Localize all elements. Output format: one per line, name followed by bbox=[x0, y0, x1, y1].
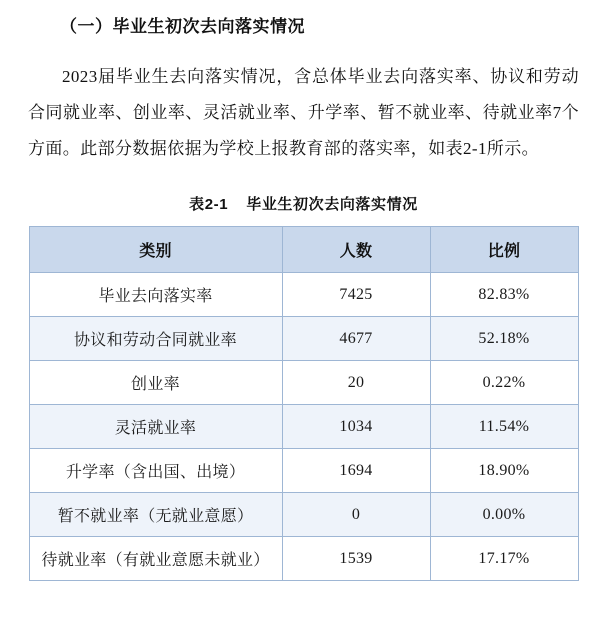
table-row bbox=[29, 361, 578, 405]
cell-ratio: 17.17% bbox=[430, 537, 578, 581]
column-header-count: 人数 bbox=[282, 227, 430, 273]
table-row bbox=[29, 537, 578, 581]
cell-ratio: 18.90% bbox=[430, 449, 578, 493]
cell-count: 1694 bbox=[282, 449, 430, 493]
cell-count: 1034 bbox=[282, 405, 430, 449]
cell-ratio: 11.54% bbox=[430, 405, 578, 449]
employment-table bbox=[29, 226, 579, 581]
cell-category: 灵活就业率 bbox=[29, 405, 282, 449]
table-row bbox=[29, 317, 578, 361]
cell-category: 暂不就业率（无就业意愿） bbox=[29, 493, 282, 537]
table-caption-label: 表2-1 bbox=[189, 196, 229, 213]
cell-count: 7425 bbox=[282, 273, 430, 317]
table-row bbox=[29, 405, 578, 449]
column-header-ratio: 比例 bbox=[430, 227, 578, 273]
cell-category: 协议和劳动合同就业率 bbox=[29, 317, 282, 361]
table-header-row bbox=[29, 227, 578, 273]
cell-count: 4677 bbox=[282, 317, 430, 361]
cell-category: 待就业率（有就业意愿未就业） bbox=[29, 537, 282, 581]
cell-count: 0 bbox=[282, 493, 430, 537]
cell-category: 升学率（含出国、出境） bbox=[29, 449, 282, 493]
body-paragraph: 2023届毕业生去向落实情况，含总体毕业去向落实率、协议和劳动合同就业率、创业率、灵活就业率、升学率、暂不就业率、待就业率7个方面。此部分数据依据为学校上报教育部的落实率，如表2-1所示。 bbox=[28, 67, 579, 158]
document-page bbox=[0, 12, 607, 625]
cell-ratio: 0.22% bbox=[430, 361, 578, 405]
table-caption-title: 毕业生初次去向落实情况 bbox=[246, 196, 418, 213]
cell-count: 20 bbox=[282, 361, 430, 405]
section-heading: （一）毕业生初次去向落实情况 bbox=[60, 17, 305, 36]
cell-category: 创业率 bbox=[29, 361, 282, 405]
table-row bbox=[29, 449, 578, 493]
cell-category: 毕业去向落实率 bbox=[29, 273, 282, 317]
table-row bbox=[29, 493, 578, 537]
cell-ratio: 0.00% bbox=[430, 493, 578, 537]
table-row bbox=[29, 273, 578, 317]
cell-count: 1539 bbox=[282, 537, 430, 581]
table-caption bbox=[0, 193, 607, 214]
table-body bbox=[29, 273, 578, 581]
table-header bbox=[29, 227, 578, 273]
cell-ratio: 82.83% bbox=[430, 273, 578, 317]
cell-ratio: 52.18% bbox=[430, 317, 578, 361]
column-header-category: 类别 bbox=[29, 227, 282, 273]
